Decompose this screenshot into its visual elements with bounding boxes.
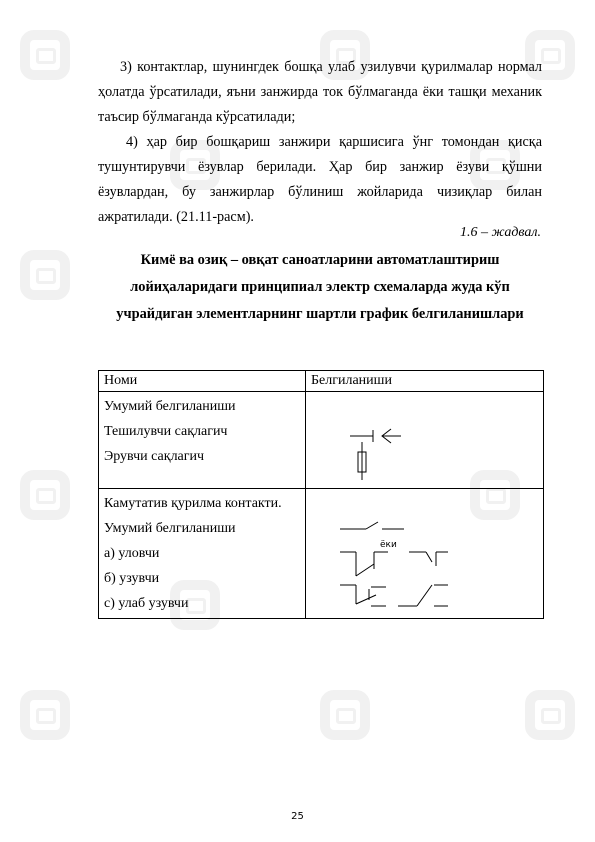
break-contact-symbol xyxy=(409,552,448,566)
text-line: 4) ҳар бир бошқариш занжири қаршисига ўнг томондан қисқа xyxy=(126,134,542,150)
table-row xyxy=(99,392,544,489)
page-number: 25 xyxy=(291,811,304,822)
table-row xyxy=(99,489,544,619)
fuse-punch-label: Тешилувчи сақлагич xyxy=(104,424,228,439)
watermark-shape xyxy=(525,690,575,740)
title-line: Кимё ва озиқ – овқат саноатларини автоматлаштириш xyxy=(140,252,500,268)
title-line: лойиҳаларидаги принципиал электр схемаларда жуда кўп xyxy=(130,279,510,295)
fuse-general-label: Умумий белгиланиши xyxy=(104,399,236,414)
contact-general-label: Умумий белгиланиши xyxy=(104,521,236,536)
changeover-contact-symbol xyxy=(340,585,448,606)
watermark-shape xyxy=(320,690,370,740)
text-line: тушунтирувчи ёзувлар берилади. Ҳар бир занжир ёзуви қўшни xyxy=(98,159,542,175)
symbols-table xyxy=(98,370,544,619)
fuse-symbols-cell xyxy=(306,392,544,489)
header-name: Номи xyxy=(99,371,306,392)
or-label: ёки xyxy=(380,540,397,550)
contact-break-label: б) узувчи xyxy=(104,571,160,586)
contact-title-label: Камутатив қурилма контакти. xyxy=(104,496,282,511)
text-line: таъсир бўлмаганда кўрсатилади; xyxy=(98,109,296,125)
contact-symbols-drawing xyxy=(306,489,542,611)
text-line: ажратилади. (21.11-расм). xyxy=(98,209,254,225)
table-title xyxy=(98,248,542,326)
table-number-label: 1.6 – жадвал. xyxy=(459,225,541,240)
text-line: 3) контактлар, шунингдек бошқа улаб узилувчи қурилмалар нормал xyxy=(120,59,542,75)
fuse-symbol-drawing xyxy=(306,392,542,488)
watermark-shape xyxy=(20,470,70,520)
text-line: ёзувлардан, бу занжирлар бўлиниш жойларида чизиқлар билан xyxy=(98,184,542,200)
contact-symbols-cell xyxy=(306,489,544,619)
fuse-names-cell xyxy=(99,392,306,489)
make-contact-symbol xyxy=(340,552,388,576)
title-line: учрайдиган элементларнинг шартли график белгиланишлари xyxy=(116,306,524,322)
contact-make-label: а) уловчи xyxy=(104,546,160,561)
text-line: ҳолатда ўрсатилади, яъни занжирда ток бўлмаганда ёки ташқи механик xyxy=(98,84,542,100)
paragraph-item-3 xyxy=(98,55,542,130)
contact-changeover-label: с) улаб узувчи xyxy=(104,596,189,611)
header-symbol: Белгиланиши xyxy=(306,371,544,392)
table-header-row xyxy=(99,371,544,392)
watermark-shape xyxy=(20,30,70,80)
contact-names-cell xyxy=(99,489,306,619)
watermark-shape xyxy=(20,250,70,300)
watermark-shape xyxy=(20,690,70,740)
general-contact-symbol xyxy=(340,522,404,529)
paragraph-item-4 xyxy=(98,130,542,230)
fuse-melting-label: Эрувчи сақлагич xyxy=(104,449,205,464)
